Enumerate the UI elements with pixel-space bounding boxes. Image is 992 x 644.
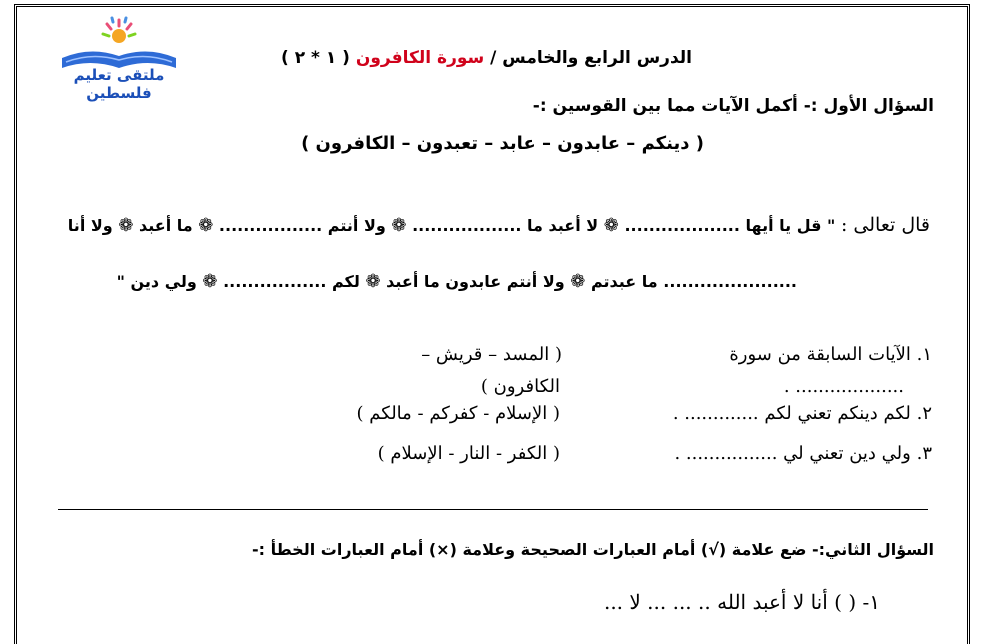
verse-seg: ولا أنتم عابدون ما أعبد [386, 272, 565, 291]
logo-text: ملتقى تعليم فلسطين [73, 66, 165, 102]
verse-seg: لكم ................. [223, 272, 360, 291]
mcq-item-2 [673, 403, 932, 424]
mcq-stem: الآيات السابقة من سورة [729, 344, 911, 365]
mcq-number: ٢. [916, 403, 932, 424]
ayah-separator-flower-icon: ❁ [202, 271, 218, 292]
title-prefix: الدرس الرابع والخامس / [490, 48, 692, 68]
ayah-separator-flower-icon: ❁ [391, 215, 407, 236]
question2-item-partial: ١- ( ) أنا لا أعبد الله .. ... ... لا ... [603, 590, 880, 614]
section-divider [58, 509, 928, 510]
title-surah: سورة الكافرون [355, 48, 485, 68]
mcq-item-1 [729, 344, 932, 365]
verse-seg: ...................... ما عبدتم [590, 272, 797, 291]
mcq-options: ( الكفر - النار - الإسلام ) [377, 443, 560, 464]
lesson-title [281, 48, 692, 68]
verse-line-2 [117, 271, 797, 292]
verse-seg: ولا أنا [67, 216, 113, 235]
ayah-separator-flower-icon: ❁ [603, 215, 619, 236]
verse-seg: ولا أنتم ................. [218, 216, 386, 235]
mcq-number: ٣. [916, 443, 932, 464]
mcq-options: ( الإسلام - كفركم - مالكم ) [356, 403, 560, 424]
mcq-number: ١. [916, 344, 932, 365]
verse-seg: لا أعبد ما .................. [412, 216, 599, 235]
verse-intro: قال تعالى : [840, 214, 930, 236]
title-suffix: ( ١ * ٢ ) [281, 48, 350, 68]
mcq-stem: ولي دين تعني لي ................ . [674, 443, 911, 464]
verse-seg: ما أعبد [138, 216, 193, 235]
mcq-options: ( المسد – قريش – [421, 344, 562, 365]
verse-seg: ولي دين " [116, 272, 197, 291]
mcq-blank: ................... . [783, 376, 904, 397]
mcq-item-3 [674, 443, 932, 464]
verse-seg: " قل يا أيها ................... [624, 216, 836, 235]
verse-line-1 [68, 214, 930, 236]
question2-heading: السؤال الثاني:- ضع علامة (√) أمام العبارات الصحيحة وعلامة (×) أمام العبارات الخطأ :- [251, 540, 934, 559]
mcq-options-cont: الكافرون ) [480, 376, 560, 397]
ayah-separator-flower-icon: ❁ [570, 271, 586, 292]
word-bank: ( دينكم – عابدون – عابد – تعبدون – الكافرون ) [301, 133, 704, 154]
question1-heading: السؤال الأول :- أكمل الآيات مما بين القوسين :- [532, 96, 934, 116]
ayah-separator-flower-icon: ❁ [198, 215, 214, 236]
ayah-separator-flower-icon: ❁ [365, 271, 381, 292]
ayah-separator-flower-icon: ❁ [118, 215, 134, 236]
mcq-stem: لكم دينكم تعني لكم ............. . [672, 403, 911, 424]
